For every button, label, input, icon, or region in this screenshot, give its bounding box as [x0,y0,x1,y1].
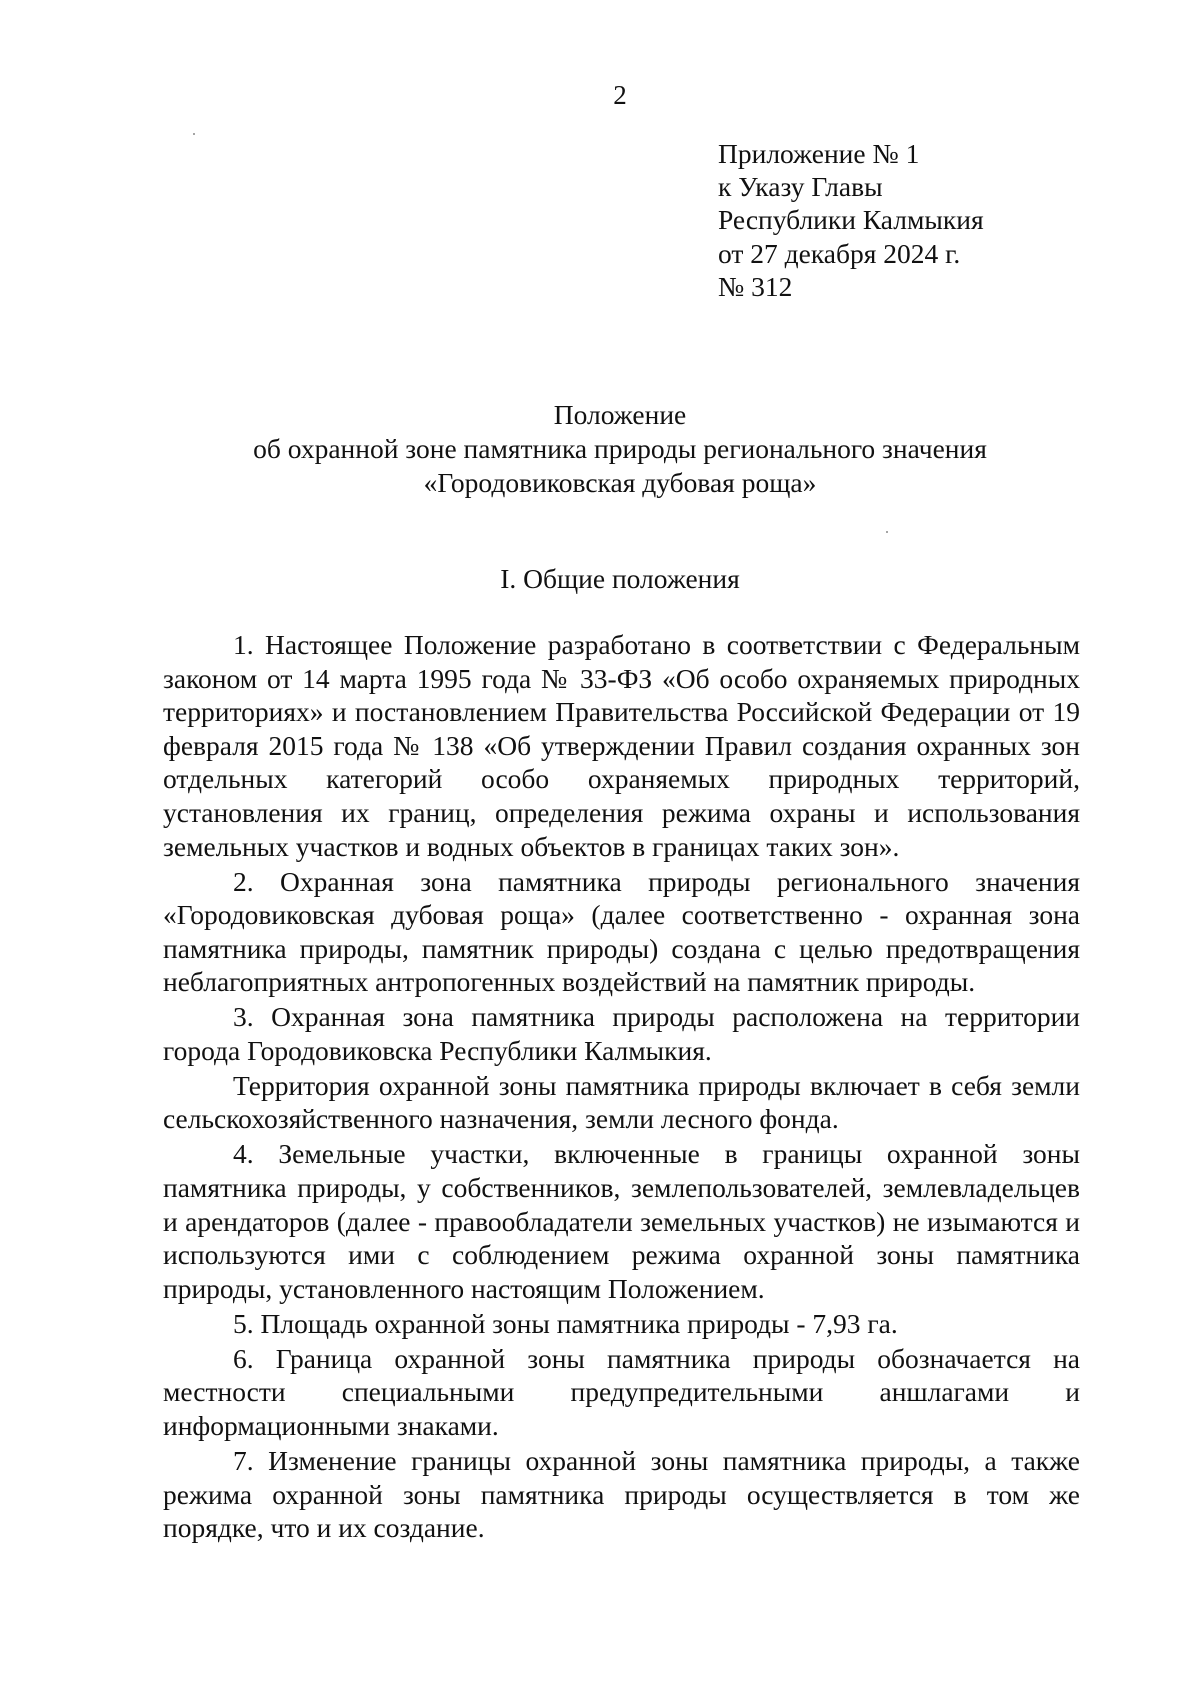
paragraph: 6. Граница охранной зоны памятника природы обозначается на местности специальными предупредительными аншлагами и информационными знаками. [163,1342,1080,1441]
appendix-line: Республики Калмыкия [718,204,984,236]
body-text [163,628,1080,1546]
appendix-line: № 312 [718,270,793,302]
scan-speck [193,133,195,135]
paragraph: 1. Настоящее Положение разработано в соответствии с Федеральным законом от 14 марта 1995 года № 33-ФЗ «Об особо охраняемых природных территориях» и постановлением Правительства Российской Федерации от 19 февраля 2015 года № 138 «Об утверждении Правил создания охранных зон отдельных категорий особо охраняемых природных территорий, установления их границ, определения режима охраны и использования земельных участков и водных объектов в границах таких зон». [163,629,1080,862]
paragraph: 7. Изменение границы охранной зоны памятника природы, а также режима охранной зоны памятника природы осуществляется в том же порядке, что и их создание. [163,1444,1080,1544]
appendix-line: от 27 декабря 2024 г. [718,237,961,269]
appendix-line: Приложение № 1 [718,138,920,169]
title-line: об охранной зоне памятника природы регионального значения [253,433,987,464]
title-line: Положение [553,399,687,430]
appendix-block [718,137,984,303]
paragraph: 4. Земельные участки, включенные в границы охранной зоны памятника природы, у собственников, землепользователей, землевладельцев и арендаторов (далее - правообладатели земельных участков) не изымаются и используются ими с соблюдением режима охранной зоны памятника природы, установленного настоящим Положением. [163,1138,1080,1304]
document-title [160,398,1080,500]
scan-speck [886,531,888,533]
paragraph: 2. Охранная зона памятника природы регионального значения «Городовиковская дубовая роща» (далее соответственно - охранная зона памятника природы, памятник природы) создана с целью предотвращения неблагоприятных антропогенных воздействий на памятник природы. [163,865,1080,998]
section-heading: I. Общие положения [500,563,740,594]
appendix-line: к Указу Главы [718,171,883,203]
title-line: «Городовиковская дубовая роща» [423,467,817,498]
page-number: 2 [613,80,627,110]
paragraph: 5. Площадь охранной зоны памятника природы - 7,93 га. [233,1307,898,1339]
paragraph: Территория охранной зоны памятника природы включает в себя земли сельскохозяйственного назначения, земли лесного фонда. [163,1069,1080,1135]
paragraph: 3. Охранная зона памятника природы расположена на территории города Городовиковска Республики Калмыкия. [163,1001,1080,1066]
